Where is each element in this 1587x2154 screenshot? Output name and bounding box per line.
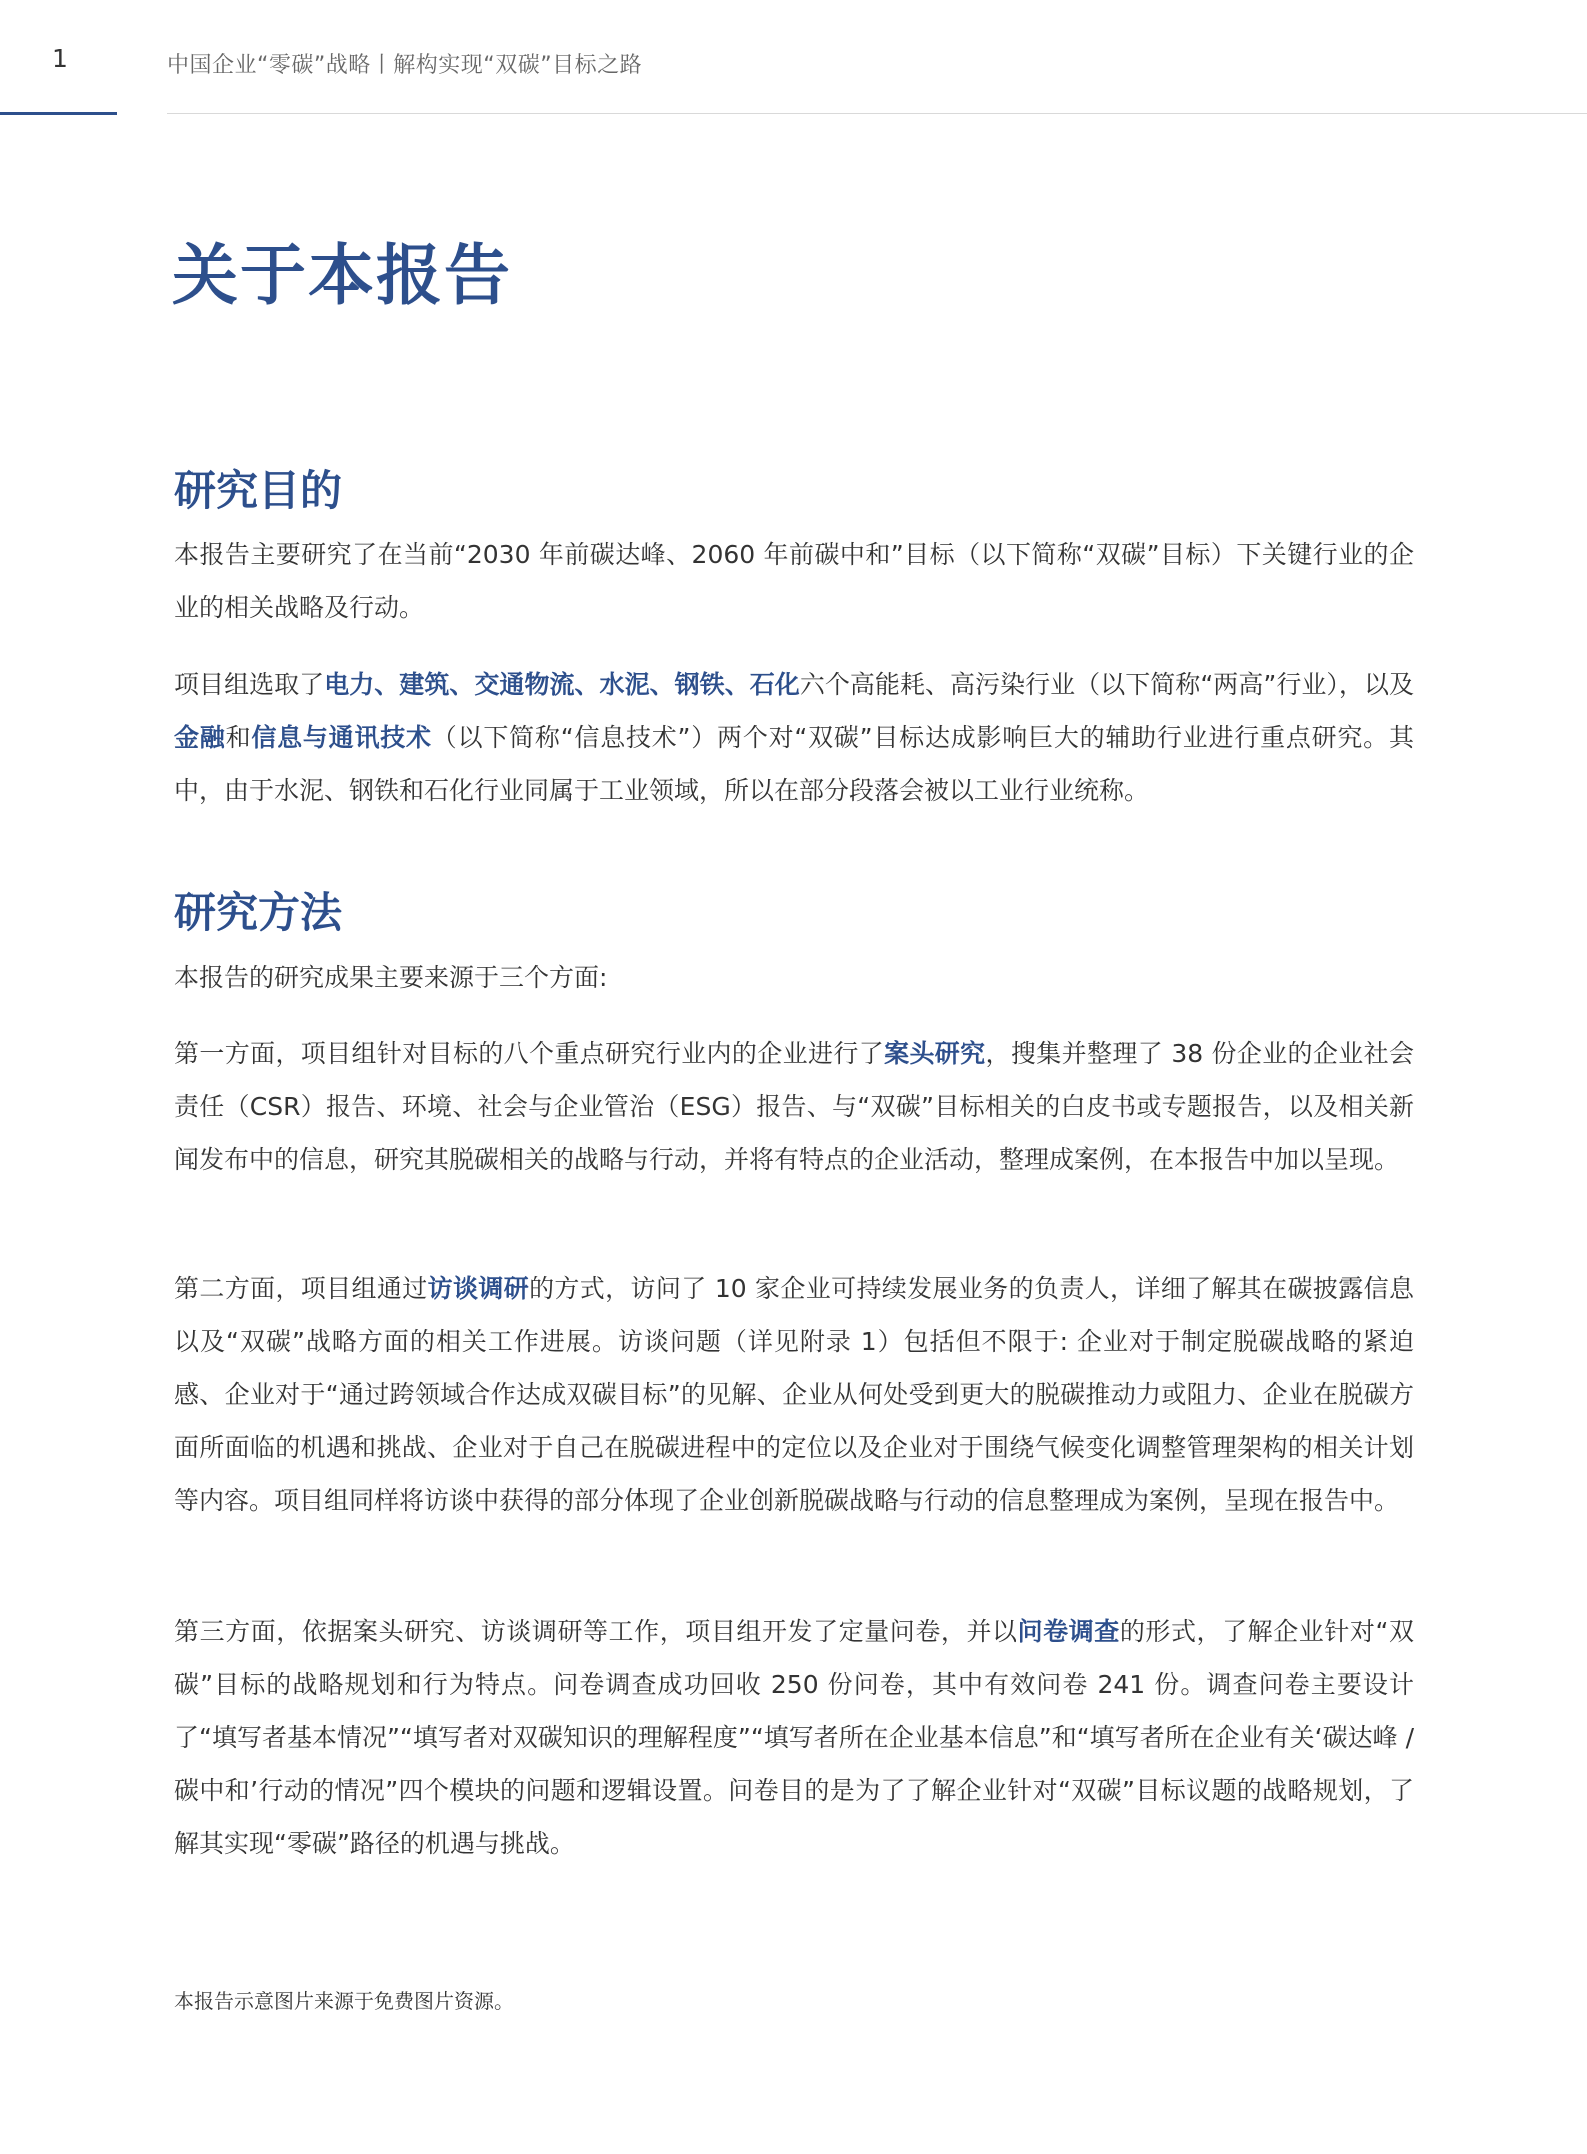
- text-span: 的形式，了解企业针对“双碳”目标的战略规划和行为特点。问卷调查成功回收 250 份问卷，其中有效问卷 241 份。调查问卷主要设计了“填写者基本情况”“填写者对双碳知识的理解程度”“填写者所在企业基本信息”和“填写者所在企业有关‘碳达峰 / 碳中和’行动的情况”四个模块的问题和逻辑设置。问卷目的是为了了解企业针对“双碳”目标议题的战略规划，了解其实现“零碳”路径的机遇与挑战。: [174, 1617, 1414, 1858]
- highlight-survey: 问卷调查: [1017, 1617, 1120, 1646]
- running-header: 中国企业“零碳”战略丨解构实现“双碳”目标之路: [167, 53, 643, 78]
- page-number-underline: [0, 112, 117, 115]
- text-span: 第三方面，依据案头研究、访谈调研等工作，项目组开发了定量问卷，并以: [174, 1617, 1018, 1646]
- text-span: 项目组选取了: [174, 670, 325, 699]
- highlight-interviews: 访谈调研: [427, 1274, 530, 1303]
- method-paragraph-2: [174, 1262, 1414, 1527]
- method-intro: 本报告的研究成果主要来源于三个方面:: [174, 963, 608, 992]
- text-span: （以下简称“信息技术”）两个对“双碳”目标达成影响巨大的辅助行业进行重点研究。其中，由于水泥、钢铁和石化行业同属于工业领域，所以在部分段落会被以工业行业统称。: [174, 723, 1414, 805]
- purpose-paragraph-2: [174, 658, 1414, 817]
- section-heading-purpose: 研究目的: [174, 466, 343, 515]
- text-span: 的方式，访问了 10 家企业可持续发展业务的负责人，详细了解其在碳披露信息以及“双碳”战略方面的相关工作进展。访谈问题（详见附录 1）包括但不限于: 企业对于制定脱碳战略的紧迫感、企业对于“通过跨领域合作达成双碳目标”的见解、企业从何处受到更大的脱碳推动力或阻力、企业在脱碳方面所面临的机遇和挑战、企业对于自己在脱碳进程中的定位以及企业对于围绕气候变化调整管理架构的相关计划等内容。项目组同样将访谈中获得的部分体现了企业创新脱碳战略与行动的信息整理成为案例，呈现在报告中。: [174, 1274, 1414, 1515]
- text-span: 第一方面，项目组针对目标的八个重点研究行业内的企业进行了: [174, 1039, 885, 1068]
- text-span: ，搜集并整理了 38 份企业的企业社会责任（CSR）报告、环境、社会与企业管治（ESG）报告、与“双碳”目标相关的白皮书或专题报告，以及相关新闻发布中的信息，研究其脱碳相关的战略与行动，并将有特点的企业活动，整理成案例，在本报告中加以呈现。: [174, 1039, 1414, 1174]
- page-title: 关于本报告: [172, 237, 512, 314]
- text-span: 第二方面，项目组通过: [174, 1274, 428, 1303]
- section-heading-method: 研究方法: [174, 888, 343, 937]
- method-paragraph-1: [174, 1027, 1414, 1186]
- page-number: 1: [52, 44, 68, 73]
- highlight-desk-research: 案头研究: [884, 1039, 986, 1068]
- header-divider: [167, 113, 1587, 114]
- method-paragraph-3: [174, 1605, 1414, 1870]
- footnote: 本报告示意图片来源于免费图片资源。: [174, 1989, 514, 2013]
- purpose-paragraph-1: 本报告主要研究了在当前“2030 年前碳达峰、2060 年前碳中和”目标（以下简称“双碳”目标）下关键行业的企业的相关战略及行动。: [174, 540, 1414, 622]
- text-span: 六个高能耗、高污染行业（以下简称“两高”行业），以及: [799, 670, 1414, 699]
- text-span: 和: [225, 723, 252, 752]
- highlight-finance: 金融: [174, 723, 226, 752]
- highlight-industries: 电力、建筑、交通物流、水泥、钢铁、石化: [324, 670, 800, 699]
- highlight-ict: 信息与通讯技术: [251, 723, 432, 752]
